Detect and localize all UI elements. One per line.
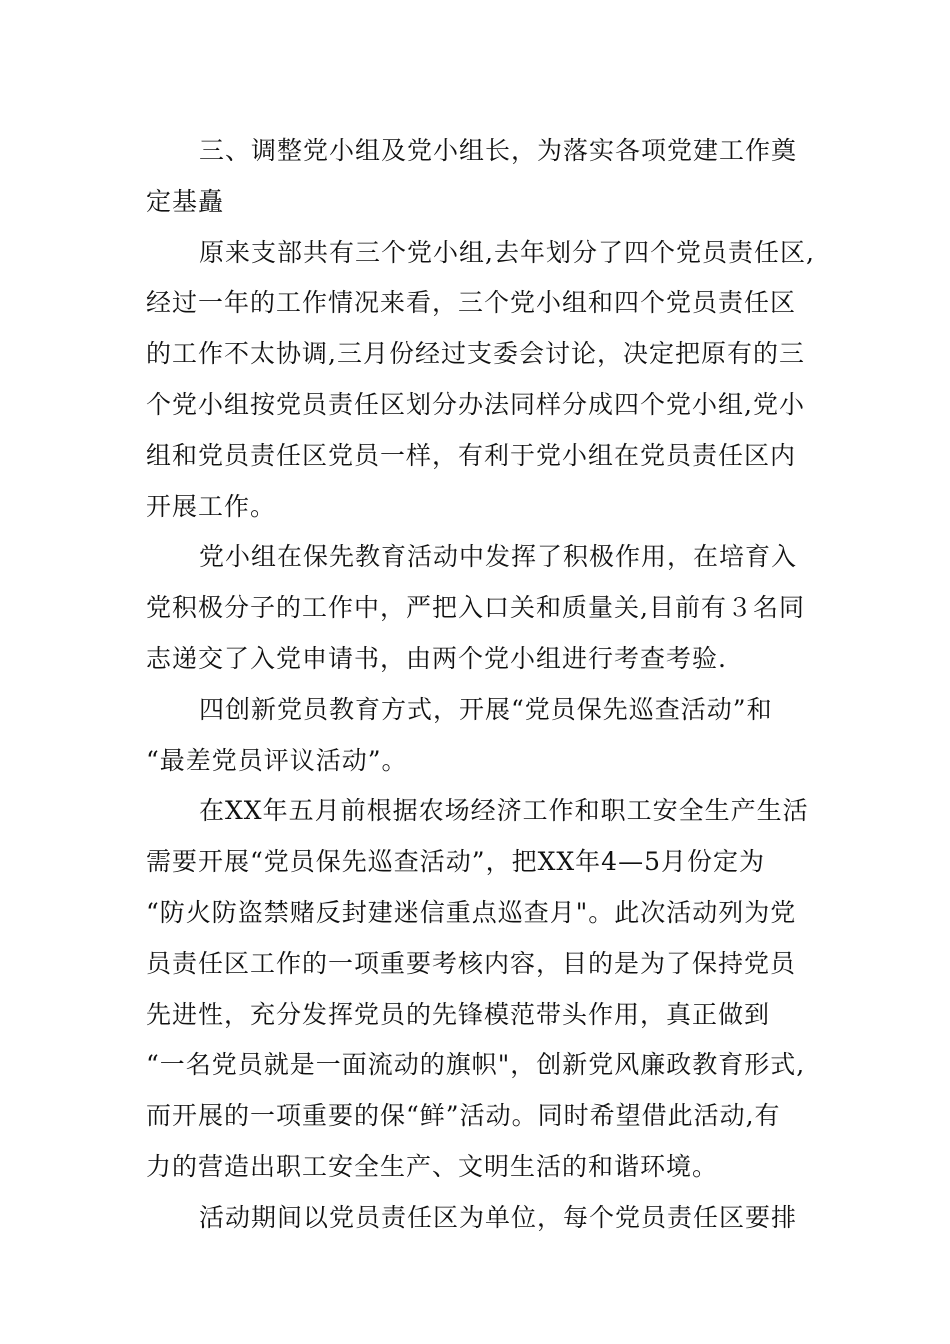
text-line: “一名党员就是一面流动的旗帜"，创新党风廉政教育形式, [146, 1050, 806, 1080]
text-line: 原来支部共有三个党小组,去年划分了四个党员责任区, [199, 237, 815, 267]
text-line: 志递交了入党申请书，由两个党小组进行考查考验. [146, 643, 727, 673]
text-line: 力的营造出职工安全生产、文明生活的和谐环境。 [146, 1151, 719, 1181]
text-line: 党小组在保先教育活动中发挥了积极作用，在培育入 [199, 542, 798, 572]
text-line: 员责任区工作的一项重要考核内容，目的是为了保持党员 [146, 948, 797, 978]
text-line: 个党小组按党员责任区划分办法同样分成四个党小组,党小 [146, 389, 805, 419]
text-line: “最差党员评议活动”。 [146, 745, 408, 775]
text-line: 定基矗 [146, 186, 225, 216]
text-line: 先进性，充分发挥党员的先锋模范带头作用，真正做到 [146, 999, 771, 1029]
text-line: 活动期间以党员责任区为单位，每个党员责任区要排 [199, 1202, 798, 1232]
text-line: 开展工作。 [146, 491, 277, 521]
text-line: 在XX年五月前根据农场经济工作和职工安全生产生活 [199, 796, 809, 826]
text-line: 经过一年的工作情况来看，三个党小组和四个党员责任区 [146, 288, 797, 318]
text-line: “防火防盗禁赌反封建迷信重点巡查月"。此次活动列为党 [146, 897, 797, 927]
document-body [146, 126, 816, 1244]
text-line: 组和党员责任区党员一样，有利于党小组在党员责任区内 [146, 440, 797, 470]
text-line: 四创新党员教育方式，开展“党员保先巡查活动”和 [199, 694, 773, 724]
text-line: 需要开展“党员保先巡查活动”，把XX年4—5月份定为 [146, 847, 765, 877]
text-line: 三、调整党小组及党小组长，为落实各项党建工作奠 [199, 136, 798, 165]
text-line: 而开展的一项重要的保“鲜”活动。同时希望借此活动,有 [146, 1101, 781, 1131]
text-line: 的工作不太协调,三月份经过支委会讨论，决定把原有的三 [146, 339, 805, 369]
text-line: 党积极分子的工作中，严把入口关和质量关,目前有３名同 [146, 593, 805, 623]
